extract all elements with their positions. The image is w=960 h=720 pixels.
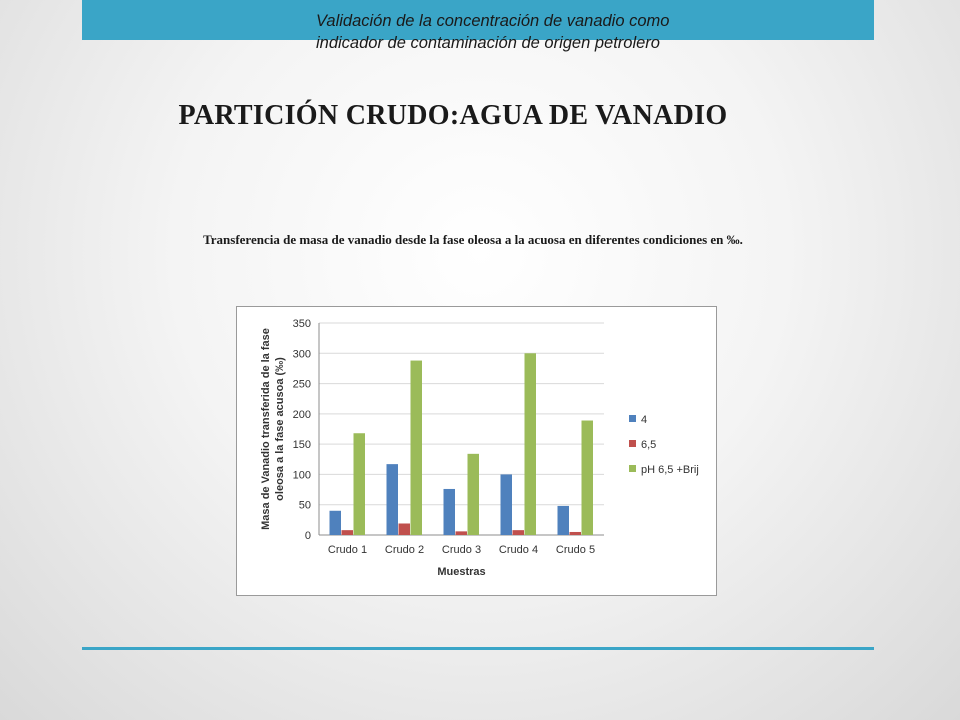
x-tick-label: Crudo 4 (498, 544, 539, 556)
y-tick-label: 100 (292, 469, 311, 482)
bar-4-crudo-3 (444, 489, 456, 535)
bar-6-5-crudo-4 (513, 530, 525, 535)
x-tick-label: Crudo 1 (327, 544, 368, 556)
bar-ph-6-5-brij-crudo-3 (468, 454, 480, 535)
bar-ph-6-5-brij-crudo-1 (354, 433, 366, 535)
bar-6-5-crudo-2 (399, 523, 411, 535)
y-tick-label: 200 (292, 408, 311, 421)
page-title: PARTICIÓN CRUDO:AGUA DE VANADIO (178, 100, 728, 131)
legend-label: pH 6,5 +Brij (641, 464, 699, 476)
y-tick-label: 250 (292, 378, 311, 391)
bar-6-5-crudo-5 (570, 532, 582, 535)
header-subtitle-line1: Validación de la concentración de vanadio como (316, 12, 670, 30)
legend-label: 6,5 (641, 439, 657, 451)
y-tick-label: 300 (292, 348, 311, 361)
x-tick-label: Crudo 5 (555, 544, 596, 556)
x-axis-label: Muestras (437, 566, 486, 578)
x-tick-label: Crudo 3 (441, 544, 482, 556)
bar-ph-6-5-brij-crudo-4 (525, 353, 537, 535)
y-tick-label: 150 (292, 439, 311, 452)
y-tick-label: 350 (292, 318, 311, 330)
legend-swatch (629, 415, 636, 422)
chart-caption: Transferencia de masa de vanadio desde la fase oleosa a la acuosa en diferentes condiciones en ‰. (203, 232, 743, 247)
header-subtitle-line2: indicador de contaminación de origen petrolero (316, 34, 660, 52)
y-tick-label: 0 (304, 530, 311, 542)
bar-6-5-crudo-3 (456, 531, 468, 535)
footer-line (82, 647, 874, 650)
legend-swatch (629, 440, 636, 447)
bar-4-crudo-2 (387, 464, 399, 535)
y-axis-label-line2: oleosa a la fase acusoa (‰) (274, 357, 286, 501)
bar-ph-6-5-brij-crudo-2 (411, 361, 423, 535)
y-axis-label-line1: Masa de Vanadio transferida de la fase (260, 328, 272, 530)
bar-4-crudo-1 (330, 511, 342, 535)
x-tick-label: Crudo 2 (384, 544, 425, 556)
bar-ph-6-5-brij-crudo-5 (582, 421, 594, 535)
bar-6-5-crudo-1 (342, 530, 354, 535)
legend-label: 4 (641, 414, 648, 426)
y-tick-label: 50 (298, 499, 311, 512)
bar-4-crudo-4 (501, 474, 513, 535)
chart-frame (236, 306, 717, 596)
header-subtitle (316, 10, 834, 54)
bar-4-crudo-5 (558, 506, 570, 535)
bar-chart (237, 307, 716, 595)
legend-swatch (629, 465, 636, 472)
